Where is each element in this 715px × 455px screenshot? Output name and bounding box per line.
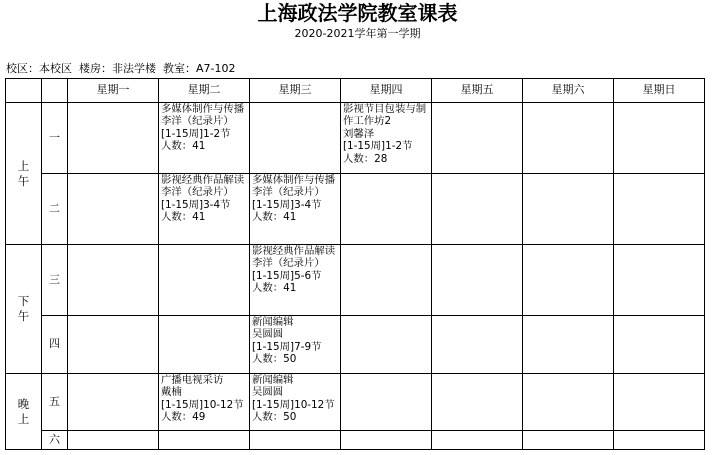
course-cell — [250, 245, 341, 316]
period-row-4 — [6, 316, 705, 374]
course-cell — [159, 103, 250, 174]
course-time: [1-15周]3-4节 — [161, 198, 231, 211]
period-row-5 — [6, 374, 705, 431]
empty-cell — [614, 431, 705, 450]
course-teacher: 李洋（纪录片） — [252, 186, 325, 199]
course-name: 影视节目包装与制作工作坊2 — [343, 103, 427, 128]
course-cell — [250, 174, 341, 245]
empty-cell — [614, 103, 705, 174]
empty-cell — [523, 431, 614, 450]
day-header-sat: 星期六 — [523, 79, 614, 103]
empty-cell — [341, 174, 432, 245]
empty-cell — [341, 374, 432, 431]
course-name: 新闻编辑 — [252, 316, 294, 328]
empty-cell — [341, 316, 432, 374]
building-label: 楼房： — [79, 62, 112, 75]
room-label: 教室： — [163, 62, 196, 75]
course-cell — [159, 374, 250, 431]
day-header-fri: 星期五 — [432, 79, 523, 103]
course-time: [1-15周]10-12节 — [161, 398, 244, 411]
course-count: 人数：50 — [252, 353, 297, 366]
period-label-4: 四 — [42, 316, 68, 374]
period-row-2 — [6, 174, 705, 245]
corner-cell — [6, 79, 42, 103]
course-name: 影视经典作品解读 — [252, 245, 336, 257]
course-name: 广播电视采访 — [161, 374, 224, 386]
course-cell — [341, 103, 432, 174]
day-header-mon: 星期一 — [68, 79, 159, 103]
empty-cell — [68, 431, 159, 450]
course-count: 人数：41 — [252, 282, 297, 295]
course-time: [1-15周]3-4节 — [252, 198, 322, 211]
course-count: 人数：49 — [161, 411, 206, 424]
empty-cell — [68, 174, 159, 245]
course-teacher: 吴圆圆 — [252, 386, 284, 399]
empty-cell — [159, 431, 250, 450]
empty-cell — [523, 103, 614, 174]
day-header-tue: 星期二 — [159, 79, 250, 103]
course-count: 人数：41 — [161, 211, 206, 224]
room-info — [6, 62, 236, 76]
course-time: [1-15周]5-6节 — [252, 269, 322, 282]
period-row-1 — [6, 103, 705, 174]
course-cell — [250, 316, 341, 374]
segment-morning: 上 午 — [6, 103, 42, 245]
course-time: [1-15周]1-2节 — [343, 140, 413, 153]
room-value: A7-102 — [196, 62, 236, 75]
empty-cell — [159, 245, 250, 316]
course-teacher: 李洋（纪录片） — [161, 115, 234, 128]
course-name: 新闻编辑 — [252, 374, 294, 386]
day-header-wed: 星期三 — [250, 79, 341, 103]
course-count: 人数：41 — [252, 211, 297, 224]
empty-cell — [250, 431, 341, 450]
course-time: [1-15周]10-12节 — [252, 398, 335, 411]
empty-cell — [432, 245, 523, 316]
course-teacher: 李洋（纪录片） — [161, 186, 234, 199]
empty-cell — [68, 316, 159, 374]
empty-cell — [432, 174, 523, 245]
course-count: 人数：50 — [252, 411, 297, 424]
period-label-2: 二 — [42, 174, 68, 245]
period-label-3: 三 — [42, 245, 68, 316]
course-teacher: 戴楠 — [161, 386, 182, 399]
empty-cell — [523, 374, 614, 431]
period-label-6: 六 — [42, 431, 68, 450]
building-value: 非法学楼 — [112, 62, 156, 75]
course-name: 影视经典作品解读 — [161, 174, 245, 186]
empty-cell — [341, 245, 432, 316]
period-row-6 — [6, 431, 705, 450]
course-teacher: 刘馨泽 — [343, 127, 375, 140]
empty-cell — [523, 316, 614, 374]
empty-cell — [159, 316, 250, 374]
empty-cell — [68, 245, 159, 316]
day-header-sun: 星期日 — [614, 79, 705, 103]
course-teacher: 李洋（纪录片） — [252, 257, 325, 270]
course-name: 多媒体制作与传播 — [161, 103, 245, 115]
course-cell — [250, 374, 341, 431]
page-title: 上海政法学院教室课表 — [257, 1, 458, 25]
campus-value: 本校区 — [39, 62, 72, 75]
course-time: [1-15周]7-9节 — [252, 340, 322, 353]
empty-cell — [68, 374, 159, 431]
empty-cell — [432, 103, 523, 174]
day-header-thu: 星期四 — [341, 79, 432, 103]
term-subtitle: 2020-2021学年第一学期 — [294, 27, 421, 40]
timetable — [5, 78, 705, 450]
course-time: [1-15周]1-2节 — [161, 127, 231, 140]
period-row-3 — [6, 245, 705, 316]
empty-cell — [614, 245, 705, 316]
empty-cell — [614, 174, 705, 245]
course-count: 人数：41 — [161, 140, 206, 153]
course-name: 多媒体制作与传播 — [252, 174, 336, 186]
empty-cell — [432, 374, 523, 431]
course-teacher: 吴圆圆 — [252, 328, 284, 341]
empty-cell — [523, 245, 614, 316]
segment-afternoon: 下 午 — [6, 245, 42, 374]
corner-cell — [42, 79, 68, 103]
empty-cell — [432, 316, 523, 374]
period-label-5: 五 — [42, 374, 68, 431]
campus-label: 校区： — [6, 62, 39, 75]
empty-cell — [523, 174, 614, 245]
course-cell — [159, 174, 250, 245]
empty-cell — [68, 103, 159, 174]
course-count: 人数：28 — [343, 152, 388, 165]
segment-evening: 晚 上 — [6, 374, 42, 450]
empty-cell — [341, 431, 432, 450]
empty-cell — [432, 431, 523, 450]
empty-cell — [614, 374, 705, 431]
period-label-1: 一 — [42, 103, 68, 174]
header-row — [6, 79, 705, 103]
empty-cell — [250, 103, 341, 174]
empty-cell — [614, 316, 705, 374]
